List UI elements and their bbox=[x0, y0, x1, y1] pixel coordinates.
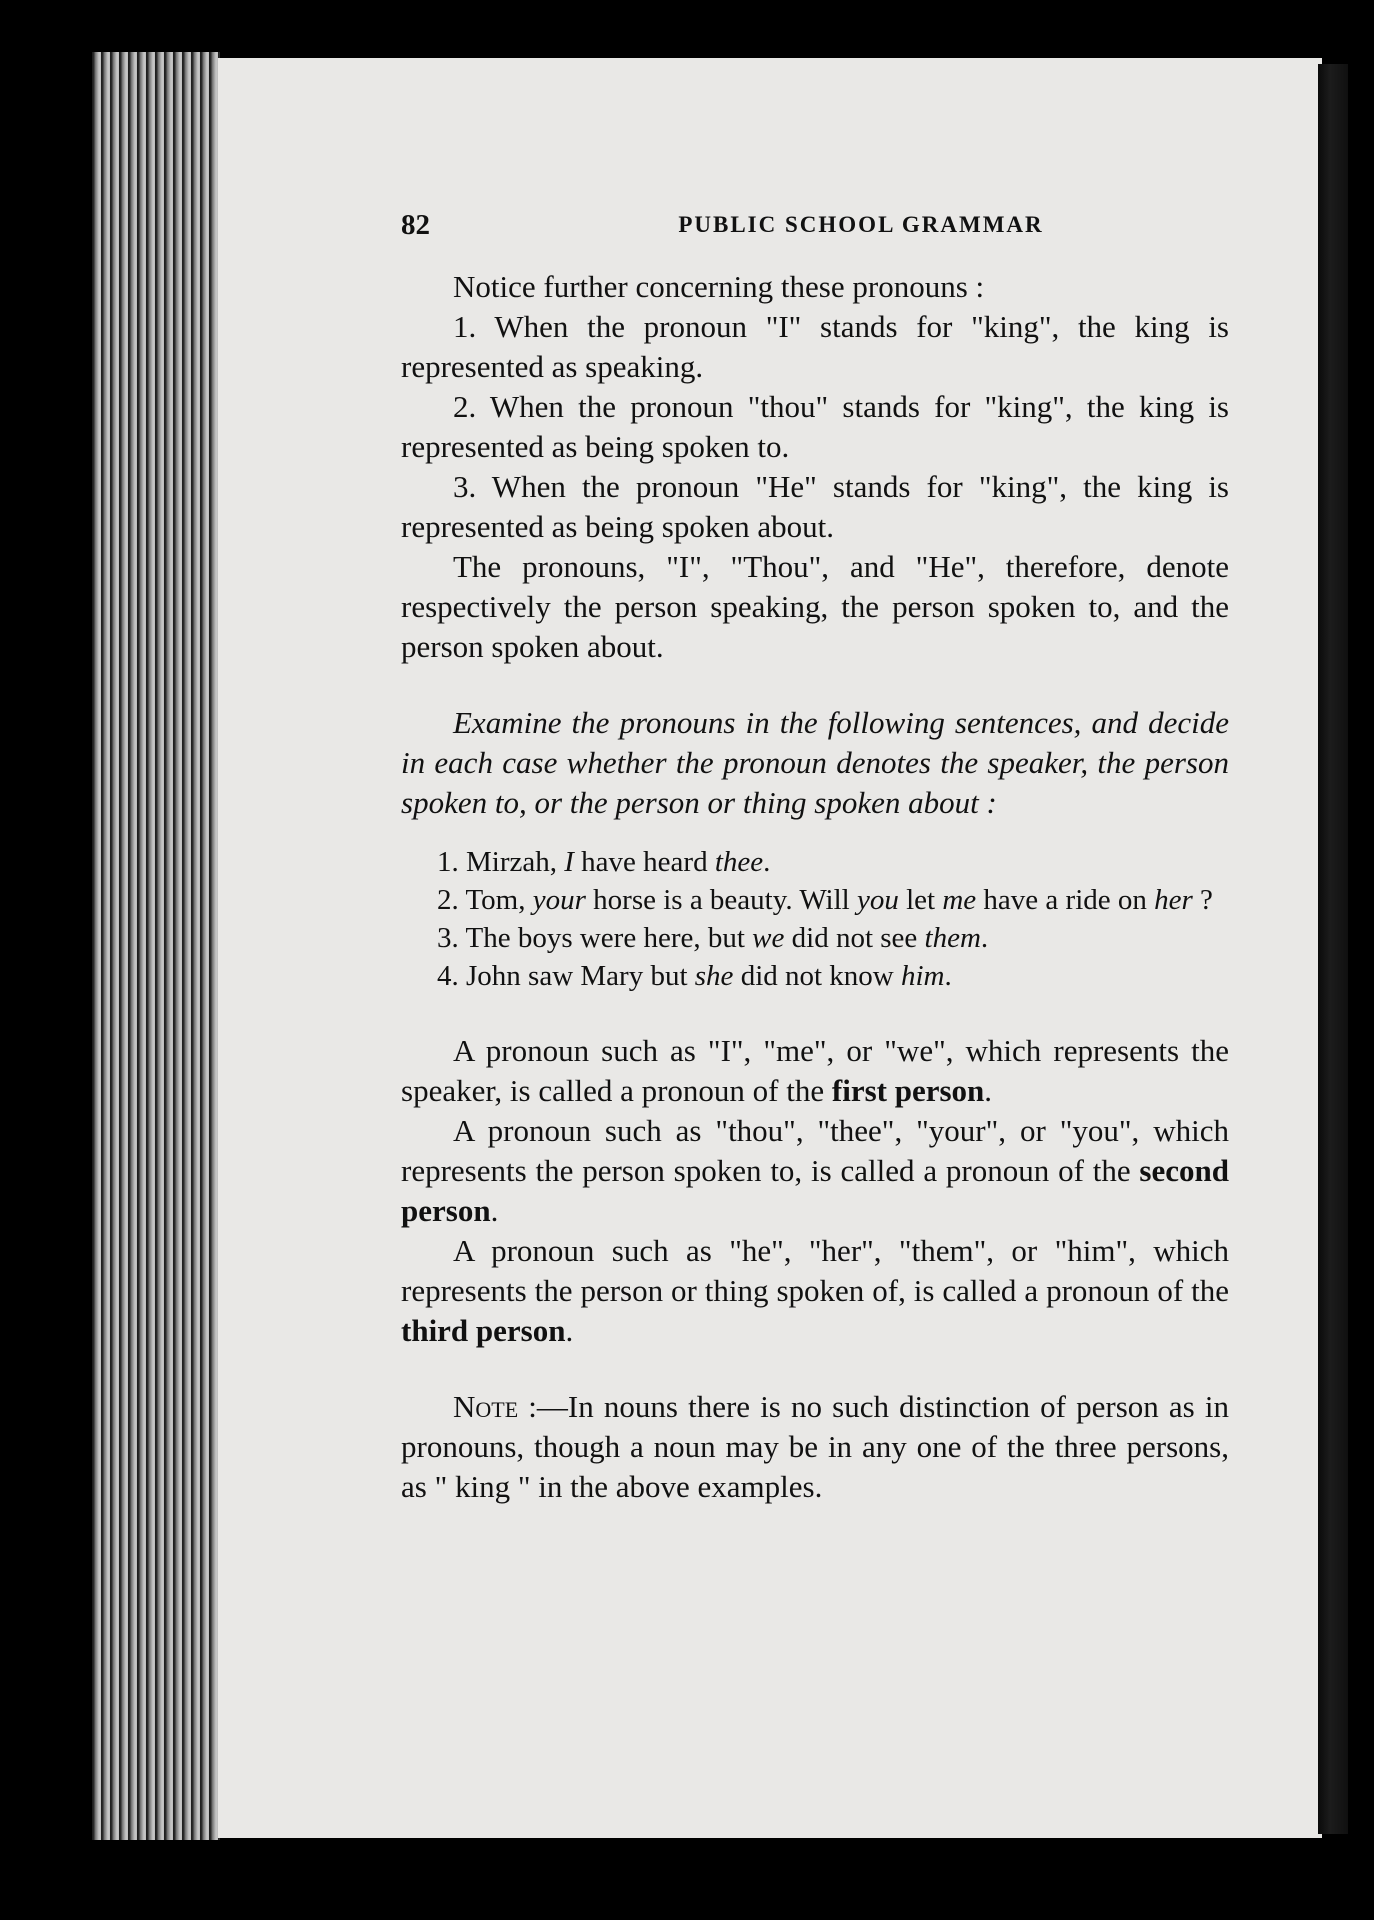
intro-conclusion: The pronouns, "I", "Thou", and "He", therefore, denote respectively the person speaking, the person spoken to, and the person spoken about. bbox=[401, 549, 1229, 664]
term-second-person: second person bbox=[401, 1153, 1229, 1228]
page-number: 82 bbox=[401, 209, 430, 241]
page-content bbox=[401, 205, 1229, 1507]
binding-shadow bbox=[1318, 64, 1348, 1834]
intro-point-3: 3. When the pronoun "He" stands for "king", the king is represented as being spoken about. bbox=[401, 469, 1229, 544]
definition-third-person: A pronoun such as "he", "her", "them", or "him", which represents the person or thing spoken of, is called a pronoun of the third person. bbox=[401, 1233, 1229, 1348]
exercise-instruction: Examine the pronouns in the following sentences, and decide in each case whether the pronoun denotes the speaker, the person spoken to, or the person or thing spoken about : bbox=[401, 705, 1229, 820]
note-label: Note bbox=[453, 1389, 519, 1424]
exercise-sentence: 4. John saw Mary but she did not know him. bbox=[437, 960, 952, 992]
intro-lead: Notice further concerning these pronouns : bbox=[453, 269, 985, 304]
running-title: PUBLIC SCHOOL GRAMMAR bbox=[678, 212, 1044, 237]
exercise-sentence: 1. Mirzah, I have heard thee. bbox=[437, 846, 771, 878]
term-first-person: first person bbox=[831, 1073, 985, 1108]
term-third-person: third person bbox=[401, 1313, 566, 1348]
page-stack-edges bbox=[92, 52, 220, 1840]
intro-point-2: 2. When the pronoun "thou" stands for "king", the king is represented as being spoken to. bbox=[401, 389, 1229, 464]
definition-second-person: A pronoun such as "thou", "thee", "your", or "you", which represents the person spoken to, is called a pronoun of the second person. bbox=[401, 1113, 1229, 1228]
note-paragraph: Note :—In nouns there is no such distinction of person as in pronouns, though a noun may be in any one of the three persons, as " king " in the above examples. bbox=[401, 1389, 1229, 1504]
definition-first-person: A pronoun such as "I", "me", or "we", which represents the speaker, is called a pronoun of the first person. bbox=[401, 1033, 1229, 1108]
exercise-sentence: 3. The boys were here, but we did not see them. bbox=[437, 922, 989, 954]
exercise-sentence: 2. Tom, your horse is a beauty. Will you let me have a ride on her ? bbox=[437, 884, 1213, 916]
running-header bbox=[401, 205, 1229, 245]
intro-point-1: 1. When the pronoun "I" stands for "king", the king is represented as speaking. bbox=[401, 309, 1229, 384]
